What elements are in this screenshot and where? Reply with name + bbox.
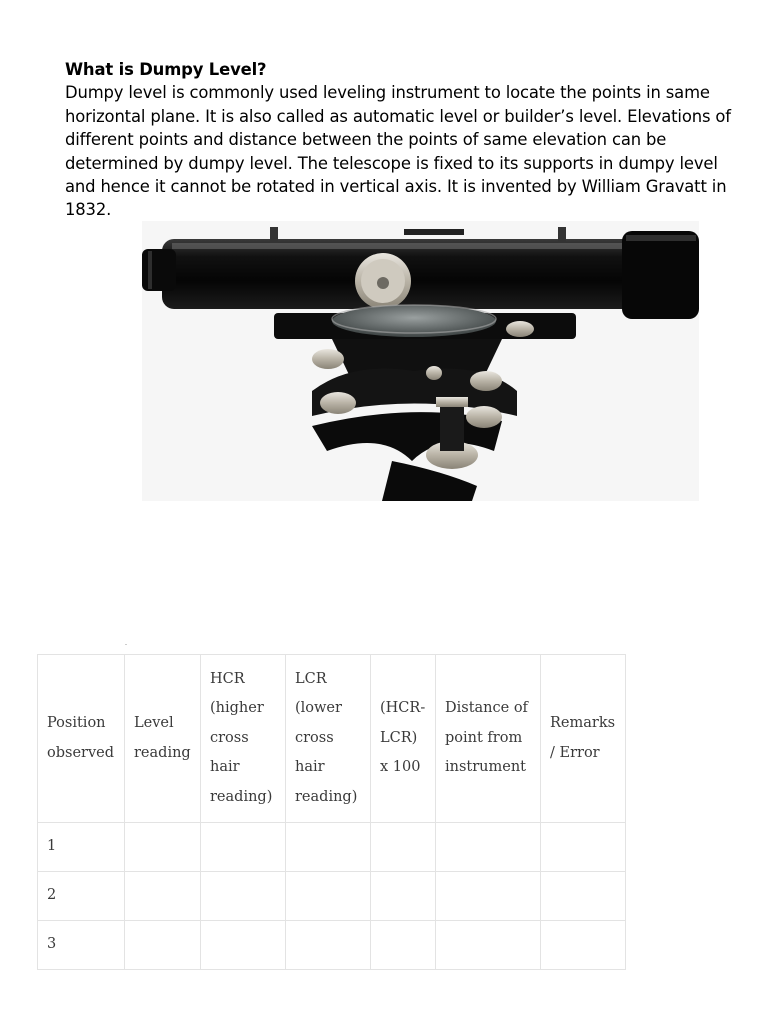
- table-cell: [541, 872, 626, 921]
- stray-mark: [125, 644, 127, 645]
- dumpy-level-instrument-icon: [142, 221, 699, 501]
- table-cell: [286, 921, 371, 970]
- table-cell: [201, 872, 286, 921]
- table-cell: [436, 872, 541, 921]
- header-lcr: LCR (lower cross hair reading): [286, 655, 371, 823]
- table-cell: [286, 823, 371, 872]
- intro-section: [65, 58, 745, 222]
- table-cell: [371, 823, 436, 872]
- table-cell: [436, 823, 541, 872]
- table-cell: 1: [38, 823, 125, 872]
- table-cell: [541, 823, 626, 872]
- table-header-row: [38, 655, 626, 823]
- table-cell: [125, 823, 201, 872]
- table-row: [38, 921, 626, 970]
- table-cell: [201, 921, 286, 970]
- table-row: [38, 823, 626, 872]
- table-cell: 2: [38, 872, 125, 921]
- header-distance: Distance of point from instrument: [436, 655, 541, 823]
- table-cell: [125, 921, 201, 970]
- table-row: [38, 872, 626, 921]
- table-cell: [125, 872, 201, 921]
- page-title: What is Dumpy Level?: [65, 60, 267, 79]
- observation-table: [37, 654, 626, 970]
- table-cell: [371, 872, 436, 921]
- header-hcr: HCR (higher cross hair reading): [201, 655, 286, 823]
- observation-table-container: [37, 654, 626, 970]
- table-cell: [371, 921, 436, 970]
- table-cell: [286, 872, 371, 921]
- table-cell: 3: [38, 921, 125, 970]
- header-position-observed: Position observed: [38, 655, 125, 823]
- table-cell: [436, 921, 541, 970]
- intro-paragraph: Dumpy level is commonly used leveling instrument to locate the points in same horizontal plane. It is also called as automatic level or builder’s level. Elevations of different points and distance between the points of same elevation can be determined by dumpy level. The telescope is fixed to its supports in dumpy level and hence it cannot be rotated in vertical axis. It is invented by William Gravatt in 1832.: [65, 83, 731, 220]
- table-cell: [201, 823, 286, 872]
- dumpy-level-photo: [142, 221, 699, 501]
- header-remarks-error: Remarks / Error: [541, 655, 626, 823]
- table-cell: [541, 921, 626, 970]
- header-hcr-minus-lcr: (HCR- LCR) x 100: [371, 655, 436, 823]
- header-level-reading: Level reading: [125, 655, 201, 823]
